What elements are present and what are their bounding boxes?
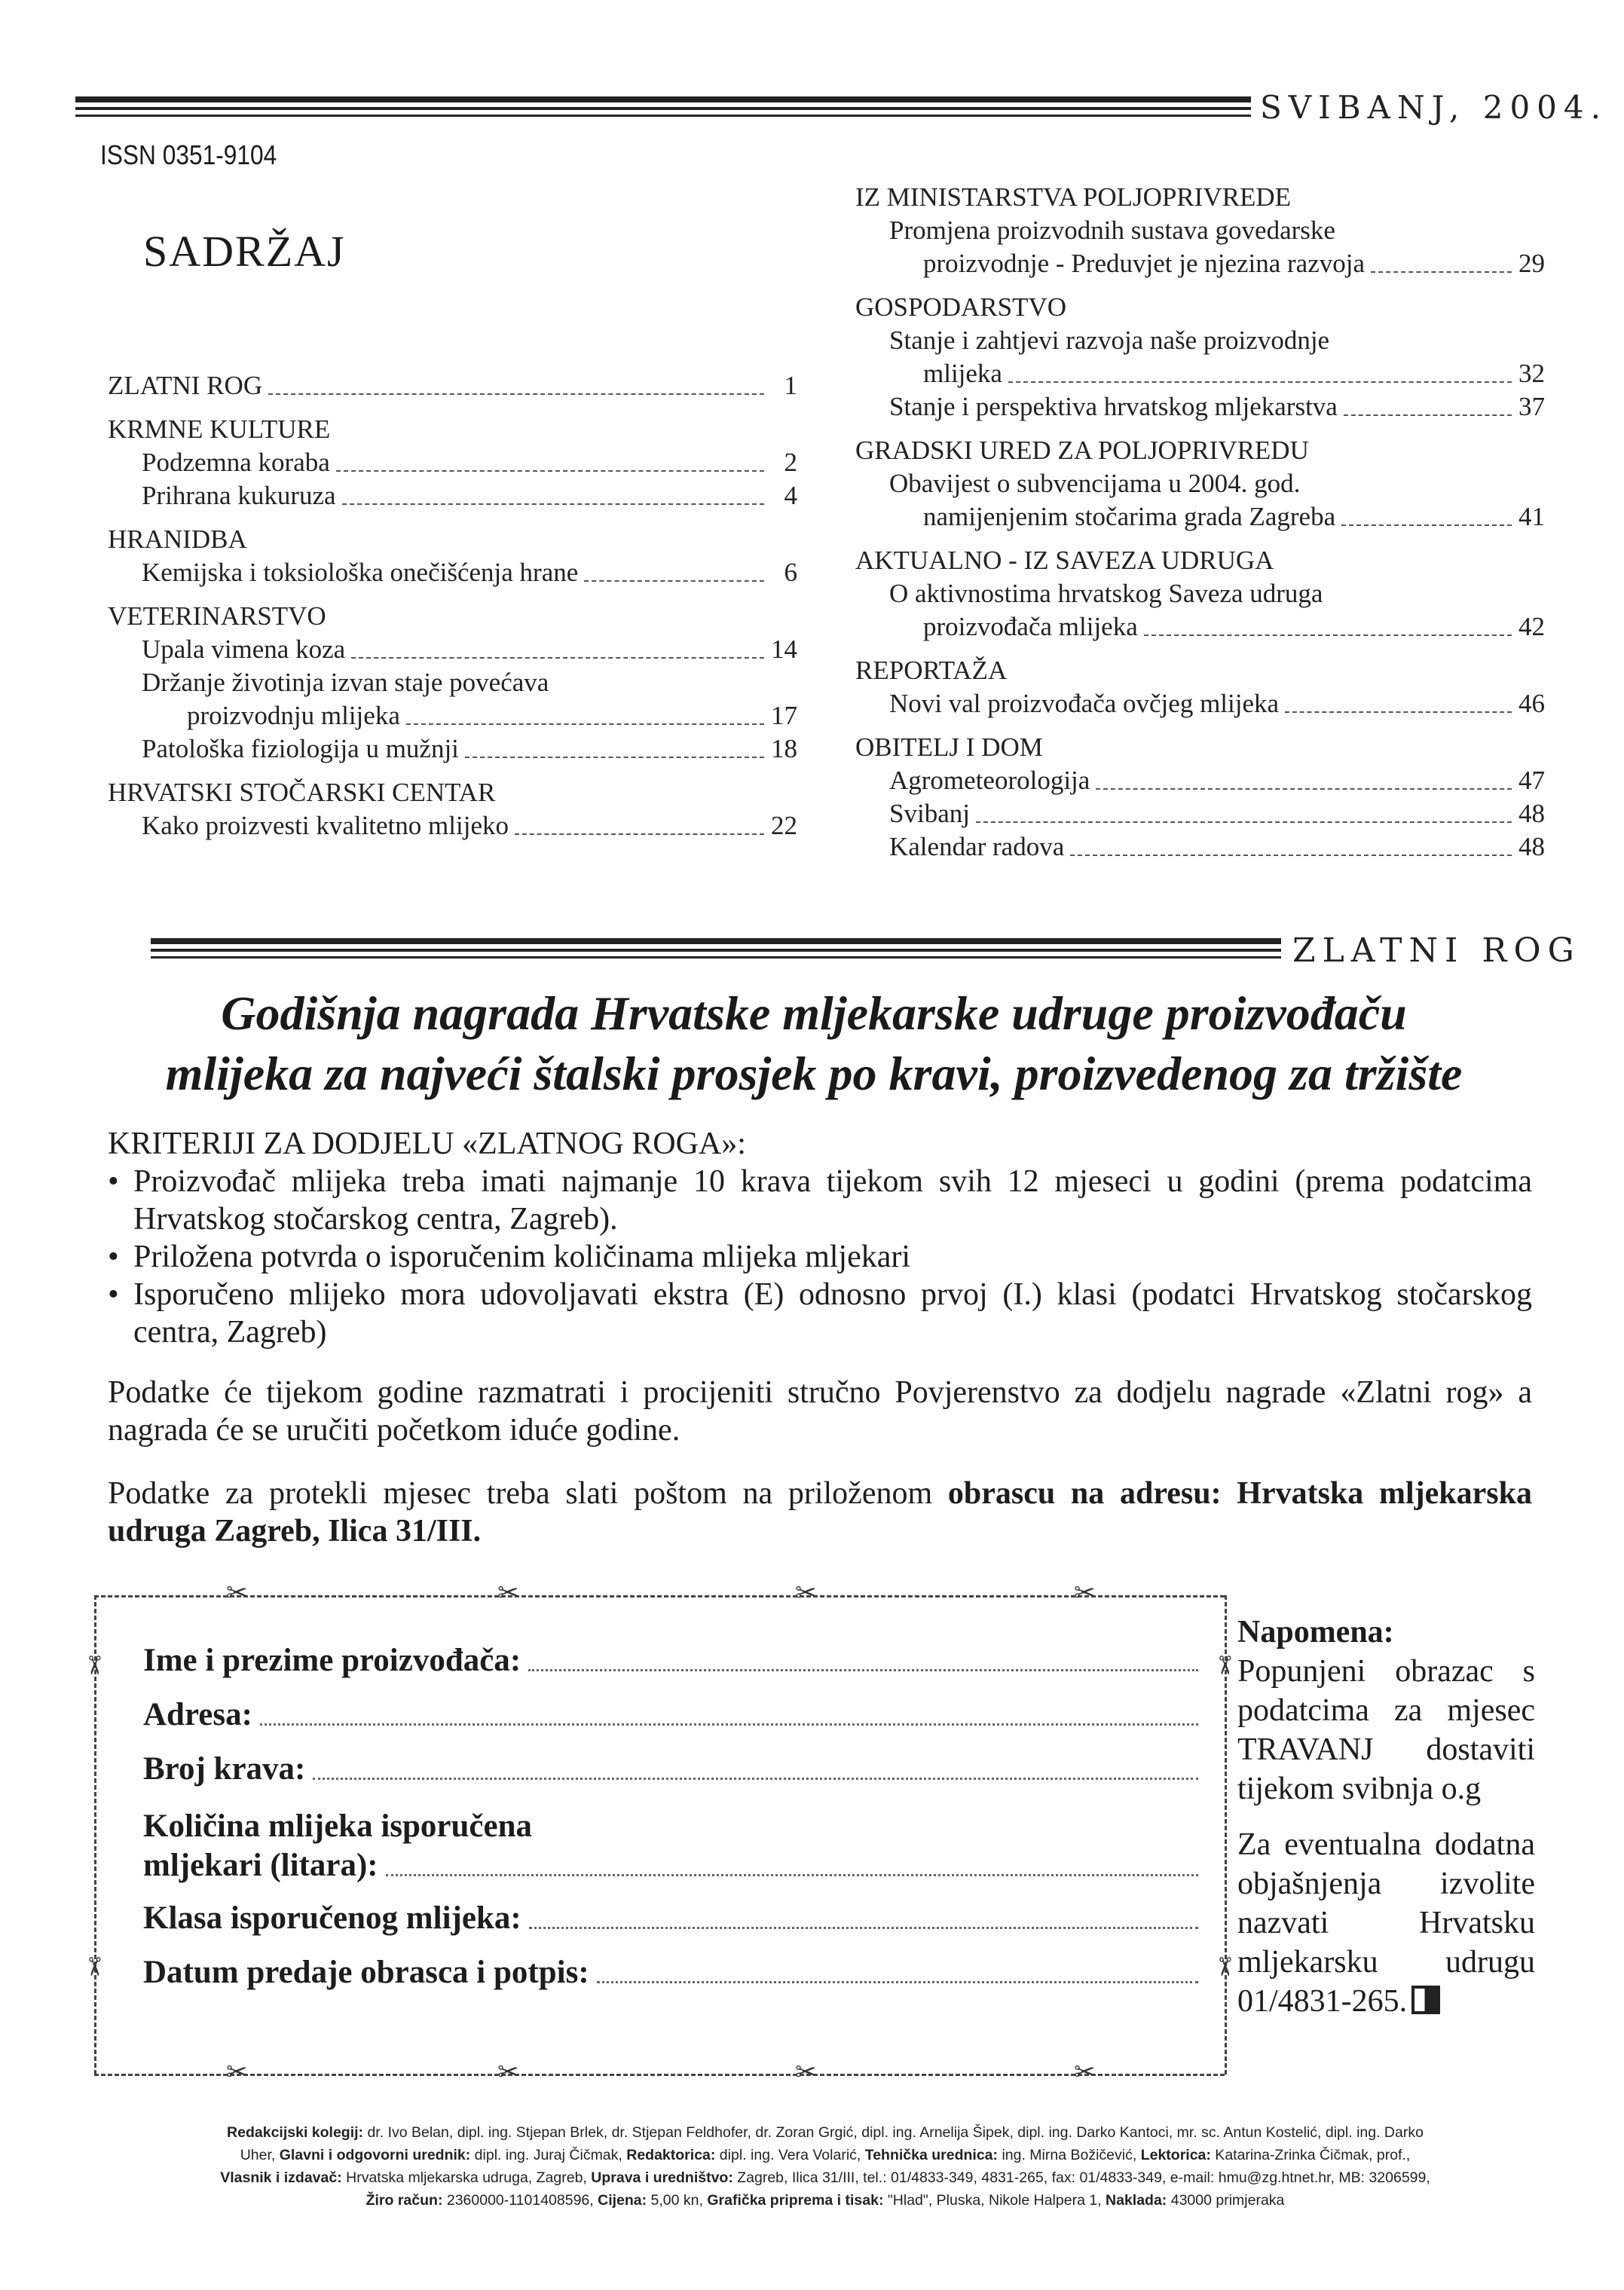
criteria-heading: KRITERIJI ZA DODJELU «ZLATNOG ROGA»:	[108, 1127, 746, 1161]
toc-entry[interactable]: Prihrana kukuruza 4	[142, 481, 797, 510]
toc-section-heading: KRMNE KULTURE	[108, 414, 331, 444]
toc-section-heading: VETERINARSTVO	[108, 601, 326, 631]
section-label: ZLATNI ROG	[1292, 931, 1581, 970]
scissors-icon: ✂	[226, 1578, 248, 1608]
toc-entry[interactable]: Patološka fiziologija u mužnji 18	[142, 734, 797, 763]
list-item: • Proizvođač mlijeka treba imati najmanje 10 krava tijekom svih 12 mjeseci u godini (prema podatcima Hrvatskog stočarskog centra, Zagreb).	[108, 1163, 1532, 1238]
toc-entry[interactable]: proizvodnju mlijeka 17	[187, 701, 797, 730]
toc-entry[interactable]: Podzemna koraba 2	[142, 448, 797, 477]
scissors-icon: ✂	[497, 1578, 519, 1608]
producer-name-field[interactable]: Ime i prezime proizvođača:	[143, 1641, 1198, 1680]
toc-section-heading: GOSPODARSTVO	[855, 292, 1067, 322]
scissors-icon: ✂	[78, 1654, 109, 1677]
date-signature-field[interactable]: Datum predaje obrasca i potpis:	[143, 1953, 1198, 1992]
note-text: Popunjeni obrazac s podatcima za mjesec TRAVANJ dostaviti tijekom svibnja o.g	[1237, 1654, 1535, 1806]
scissors-icon: ✂	[1209, 1654, 1240, 1677]
criteria-list	[108, 1163, 1532, 1351]
scissors-icon: ✂	[226, 2057, 248, 2087]
scissors-icon: ✂	[1074, 1578, 1096, 1608]
issue-date: SVIBANJ, 2004.	[1260, 89, 1607, 126]
toc-title: SADRŽAJ	[143, 227, 346, 276]
toc-entry[interactable]: Novi val proizvođača ovčjeg mlijeka 46	[889, 689, 1545, 718]
toc-entry[interactable]: Svibanj 48	[889, 799, 1545, 828]
note-contact: Za eventualna dodatna objašnjenja izvolite nazvati Hrvatsku mljekarsku udrugu 01/4831-265.	[1237, 1827, 1535, 2019]
scissors-icon: ✂	[795, 1578, 817, 1608]
scissors-icon: ✂	[78, 1955, 109, 1978]
toc-section-heading: IZ MINISTARSTVA POLJOPRIVREDE	[855, 182, 1291, 212]
paragraph-address: Podatke za protekli mjesec treba slati poštom na priloženom obrascu na adresu: Hrvatska mljekarska udruga Zagreb, Ilica 31/III.	[108, 1476, 1533, 1549]
toc-right-column: IZ MINISTARSTVA POLJOPRIVREDE Promjena proizvodnih sustava govedarske proizvodnje - Preduvjet je njezina razvoja 29 GOSPODARSTVO Stanje i zahtjevi razvoja naše proizvodnje mlijeka 32 Stanje i perspektiva hrvatskog mljekarstva 37 GRADSKI URED ZA POLJOPRIVREDU Obavijest o subvencijama u 2004. god. namijenjenim stočarima grada Zagreba 41 AKTUALNO - IZ SAVEZA UDRUGA O aktivnostima hrvatskog Saveza udruga proizvođača mlijeka 42 REPORTAŽA Novi val proizvođača ovčjeg mlijeka 46 OBITELJ I DOM Agrometeorologija 47 Svibanj 48 Kalendar radova 48	[855, 181, 1545, 864]
paragraph: Podatke će tijekom godine razmatrati i procijeniti stručno Povjerenstvo za dodjelu nagrade «Zlatni rog» a nagrada će se uručiti početkom iduće godine.	[108, 1375, 1532, 1448]
scissors-icon: ✂	[497, 2057, 519, 2087]
toc-section-heading: GRADSKI URED ZA POLJOPRIVREDU	[855, 436, 1309, 465]
scissors-icon: ✂	[1074, 2057, 1096, 2087]
note-title: Napomena:	[1237, 1615, 1394, 1649]
toc-entry[interactable]: proizvodnje - Preduvjet je njezina razvoja 29	[923, 249, 1545, 278]
article-body	[108, 1125, 1532, 1550]
scissors-icon: ✂	[1209, 1955, 1240, 1978]
toc-section-heading: HRVATSKI STOČARSKI CENTAR	[108, 778, 496, 807]
toc-left-column	[108, 369, 797, 842]
toc-entry[interactable]: Stanje i perspektiva hrvatskog mljekarstva 37	[889, 392, 1545, 421]
toc-entry[interactable]: mlijeka 32	[923, 359, 1545, 388]
toc-section-heading: AKTUALNO - IZ SAVEZA UDRUGA	[855, 546, 1274, 575]
toc-entry[interactable]: Kemijska i toksiološka onečišćenja hrane 6	[142, 558, 797, 587]
issn: ISSN 0351-9104	[100, 139, 277, 170]
toc-section-heading: REPORTAŽA	[855, 656, 1008, 685]
cow-count-field[interactable]: Broj krava:	[143, 1750, 1198, 1789]
toc-section-heading: HRANIDBA	[108, 524, 247, 554]
end-mark-icon	[1411, 1986, 1440, 2014]
list-item: • Priložena potvrda o isporučenim količinama mlijeka mljekari	[108, 1238, 1532, 1276]
toc-entry-line: Držanje životinja izvan staje povećava	[142, 668, 549, 697]
address-field[interactable]: Adresa:	[143, 1695, 1198, 1735]
form-note	[1237, 1613, 1535, 2021]
toc-entry[interactable]: Kalendar radova 48	[889, 832, 1545, 861]
headline: Godišnja nagrada Hrvatske mljekarske udruge proizvođaču mlijeka za najveći štalski prosjek po kravi, proizvedenog za tržište	[165, 986, 1463, 1100]
toc-section-zlatni-rog[interactable]: ZLATNI ROG 1	[108, 371, 797, 400]
milk-class-field[interactable]: Klasa isporučenog mlijeka:	[143, 1899, 1198, 1938]
toc-entry[interactable]: Kako proizvesti kvalitetno mlijeko 22	[142, 811, 797, 840]
toc-entry[interactable]: proizvođača mlijeka 42	[923, 612, 1545, 641]
toc-section-heading: OBITELJ I DOM	[855, 732, 1043, 762]
toc-entry[interactable]: Agrometeorologija 47	[889, 766, 1545, 795]
milk-quantity-field[interactable]: Količina mlijeka isporučena mljekari (litara):	[143, 1807, 1198, 1885]
toc-entry[interactable]: Upala vimena koza 14	[142, 634, 797, 664]
colophon: Redakcijski kolegij: dr. Ivo Belan, dipl. ing. Stjepan Brlek, dr. Stjepan Feldhofer, dr. Zoran Grgić, dipl. ing. Arnelija Šipek, dipl. ing. Darko Kantoci, mr. sc. Antun Kostelić, dipl. ing. Darko Uher, Glavni i odgovorni urednik: dipl. ing. Juraj Čičmak, Redaktorica: dipl. ing. Vera Volarić, Tehnička urednica: ing. Mirna Božičević, Lektorica: Katarina-Zrinka Čičmak, prof., Vlasnik i izdavač: Hrvatska mljekarska udruga, Zagreb, Uprava i uredništvo: Zagreb, Ilica 31/III, tel.: 01/4833-349, 4831-265, fax: 01/4833-349, e-mail: hmu@zg.htnet.hr, MB: 3206599, Žiro račun: 2360000-1101408596, Cijena: 5,00 kn, Grafička priprema i tisak: "Hlad", Pluska, Nikole Halpera 1, Naklada: 43000 primjeraka	[220, 2124, 1430, 2209]
list-item: • Isporučeno mlijeko mora udovoljavati ekstra (E) odnosno prvoj (I.) klasi (podatci Hrvatskog stočarskog centra, Zagreb)	[108, 1276, 1532, 1351]
scissors-icon: ✂	[795, 2057, 817, 2087]
toc-entry[interactable]: namijenjenim stočarima grada Zagreba 41	[923, 502, 1545, 531]
